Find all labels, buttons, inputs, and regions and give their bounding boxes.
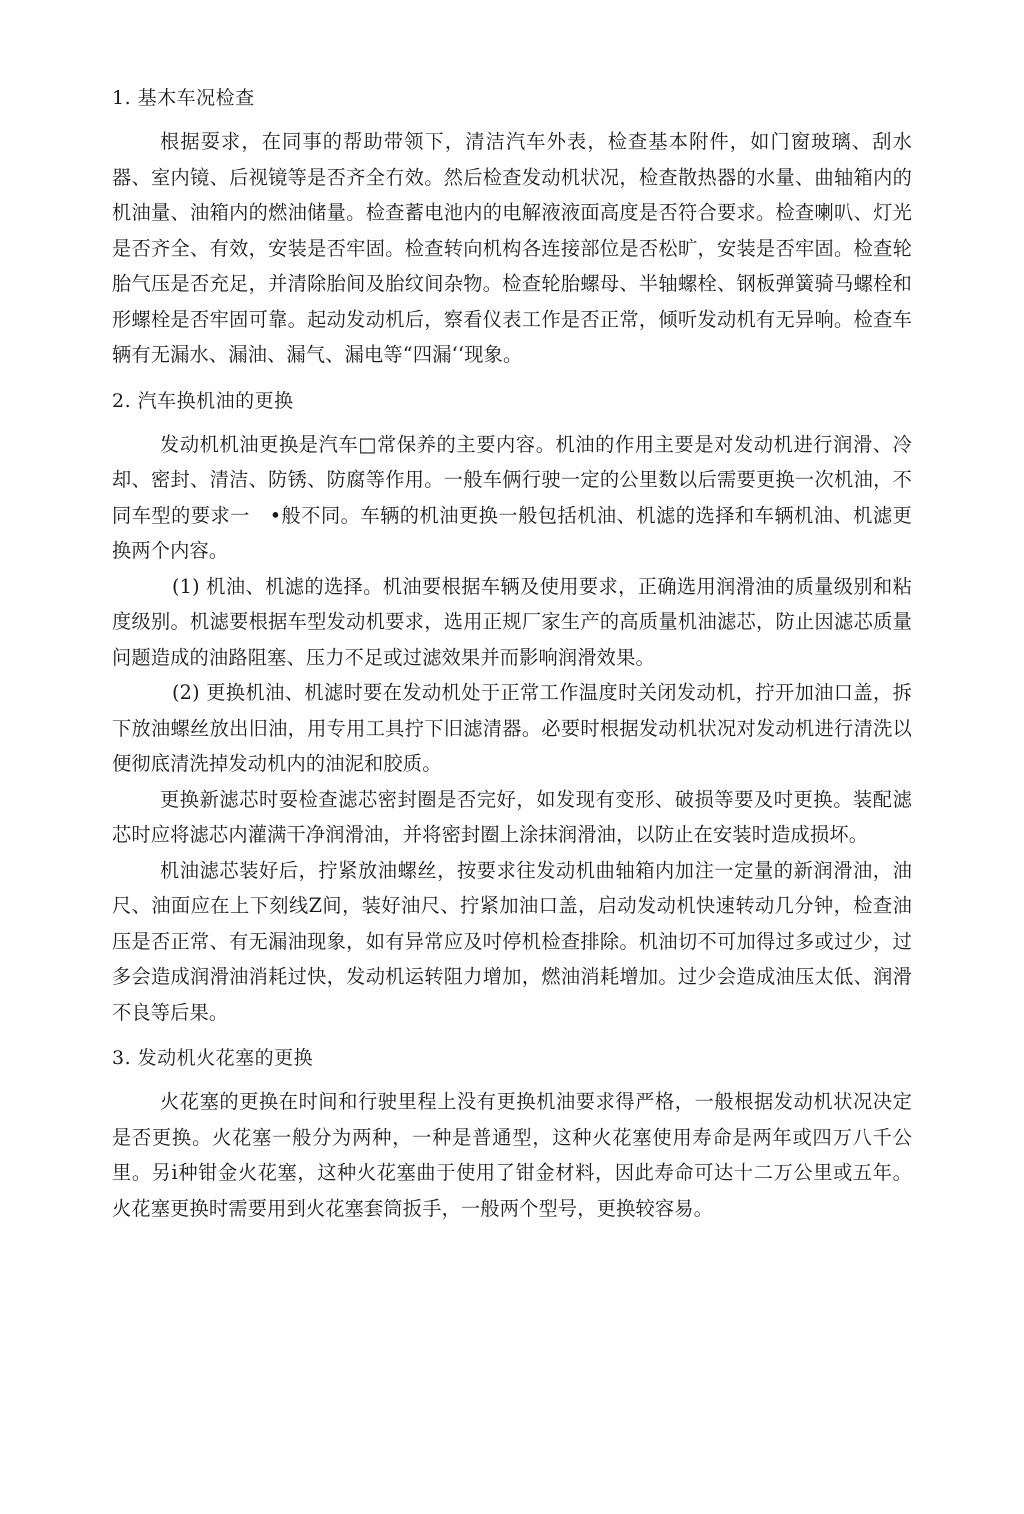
section-basic-check <box>112 80 912 373</box>
paragraph-item-1: (1) 机油、机滤的选择。机油要根据车辆及使用要求，正确选用润滑油的质量级别和粘度级别。机滤要根据车型发动机要求，选用正规厂家生产的高质量机油滤芯，防止因滤芯质量问题造成的油路阻塞、压力不足或过滤效果并而影响润滑效果。 <box>112 574 912 669</box>
section-oil-change <box>112 383 912 1031</box>
paragraph: 火花塞的更换在时间和行驶里程上没有更换机油要求得严格，一般根据发动机状况决定是否更换。火花塞一般分为两种，一种是普通型，这种火花塞使用寿命是两年或四万八千公里。另i种钳金火花塞，这种火花塞曲于使用了钳金材料，因此寿命可达十二万公里或五年。火花塞更换时需要用到火花塞套筒扳手，一般两个型号，更换较容易。 <box>112 1090 912 1220</box>
section-heading: 3. 发动机火花塞的更换 <box>112 1047 314 1069</box>
paragraph: 更换新滤芯时耍检查滤芯密封圈是否完好，如发现有变形、破损等要及吋更换。装配滤芯时应将滤芯内灌满干净润滑油，并将密封圈上涂抹润滑油，以防止在安装时造成损坏。 <box>112 787 912 846</box>
paragraph: 发动机机油更换是汽车□常保养的主要内容。机油的作用主要是对发动机进行润滑、冷却、密封、清洁、防锈、防腐等作用。一般车俩行驶一定的公里数以后需要更换一次机油，不同车型的要求一 •般不同。车辆的机油更换一般包括机油、机滤的选择和车辆机油、机滤更换两个内容。 <box>112 432 912 562</box>
paragraph-item-2: (2) 更换机油、机滤时要在发动机处于正常工作温度时关闭发动机，拧开加油口盖，拆下放油螺丝放出旧油，用专用工具拧下旧滤清器。必要时根据发动机状况对发动机进行清洗以便彻底清洗掉发动机内的油泥和胶质。 <box>112 681 912 775</box>
section-heading: 1. 基木车况检查 <box>112 87 255 109</box>
document-page <box>112 80 912 1226</box>
paragraph: 根据耍求，在同事的帮助带领下，清洁汽车外表，检查基本附件，如门窗玻璃、刮水器、室内镜、后视镜等是否齐全冇效。然后检查发动机状况，检查散热器的水量、曲轴箱内的机油量、油箱内的燃油储量。检查蓄电池内的电解液液面高度是否符合要求。检查喇叭、灯光是否齐全、有效，安装是否牢固。检查转向机构各连接部位是否松旷，安装是否牢固。检查轮胎气压是否充足，并清除胎间及胎纹间杂物。检查轮胎螺母、半轴螺栓、钢板弹簧骑马螺栓和形螺栓是否牢固可靠。起动发动机后，察看仪表工作是否正常，倾听发动机有无异响。检查车辆有无漏水、漏油、漏气、漏电等“四漏‘‘现象。 <box>112 130 912 366</box>
section-heading: 2. 汽车换机油的更换 <box>112 389 294 412</box>
paragraph: 机油滤芯装好后，拧紧放油螺丝，按要求往发动机曲轴箱内加注一定量的新润滑油，油尺、油面应在上下刻线Z间，装好油尺、拧紧加油口盖，启动发动机快速转动几分钟，检查油压是否正常、有无漏油现象，如有异常应及吋停机检查排除。机油切不可加得过多或过少，过多会造成润滑油消耗过快，发动机运转阻力增加，燃油消耗增加。过少会造成油压太低、润滑不良等后果。 <box>112 858 912 1024</box>
section-spark-plug <box>112 1040 912 1226</box>
